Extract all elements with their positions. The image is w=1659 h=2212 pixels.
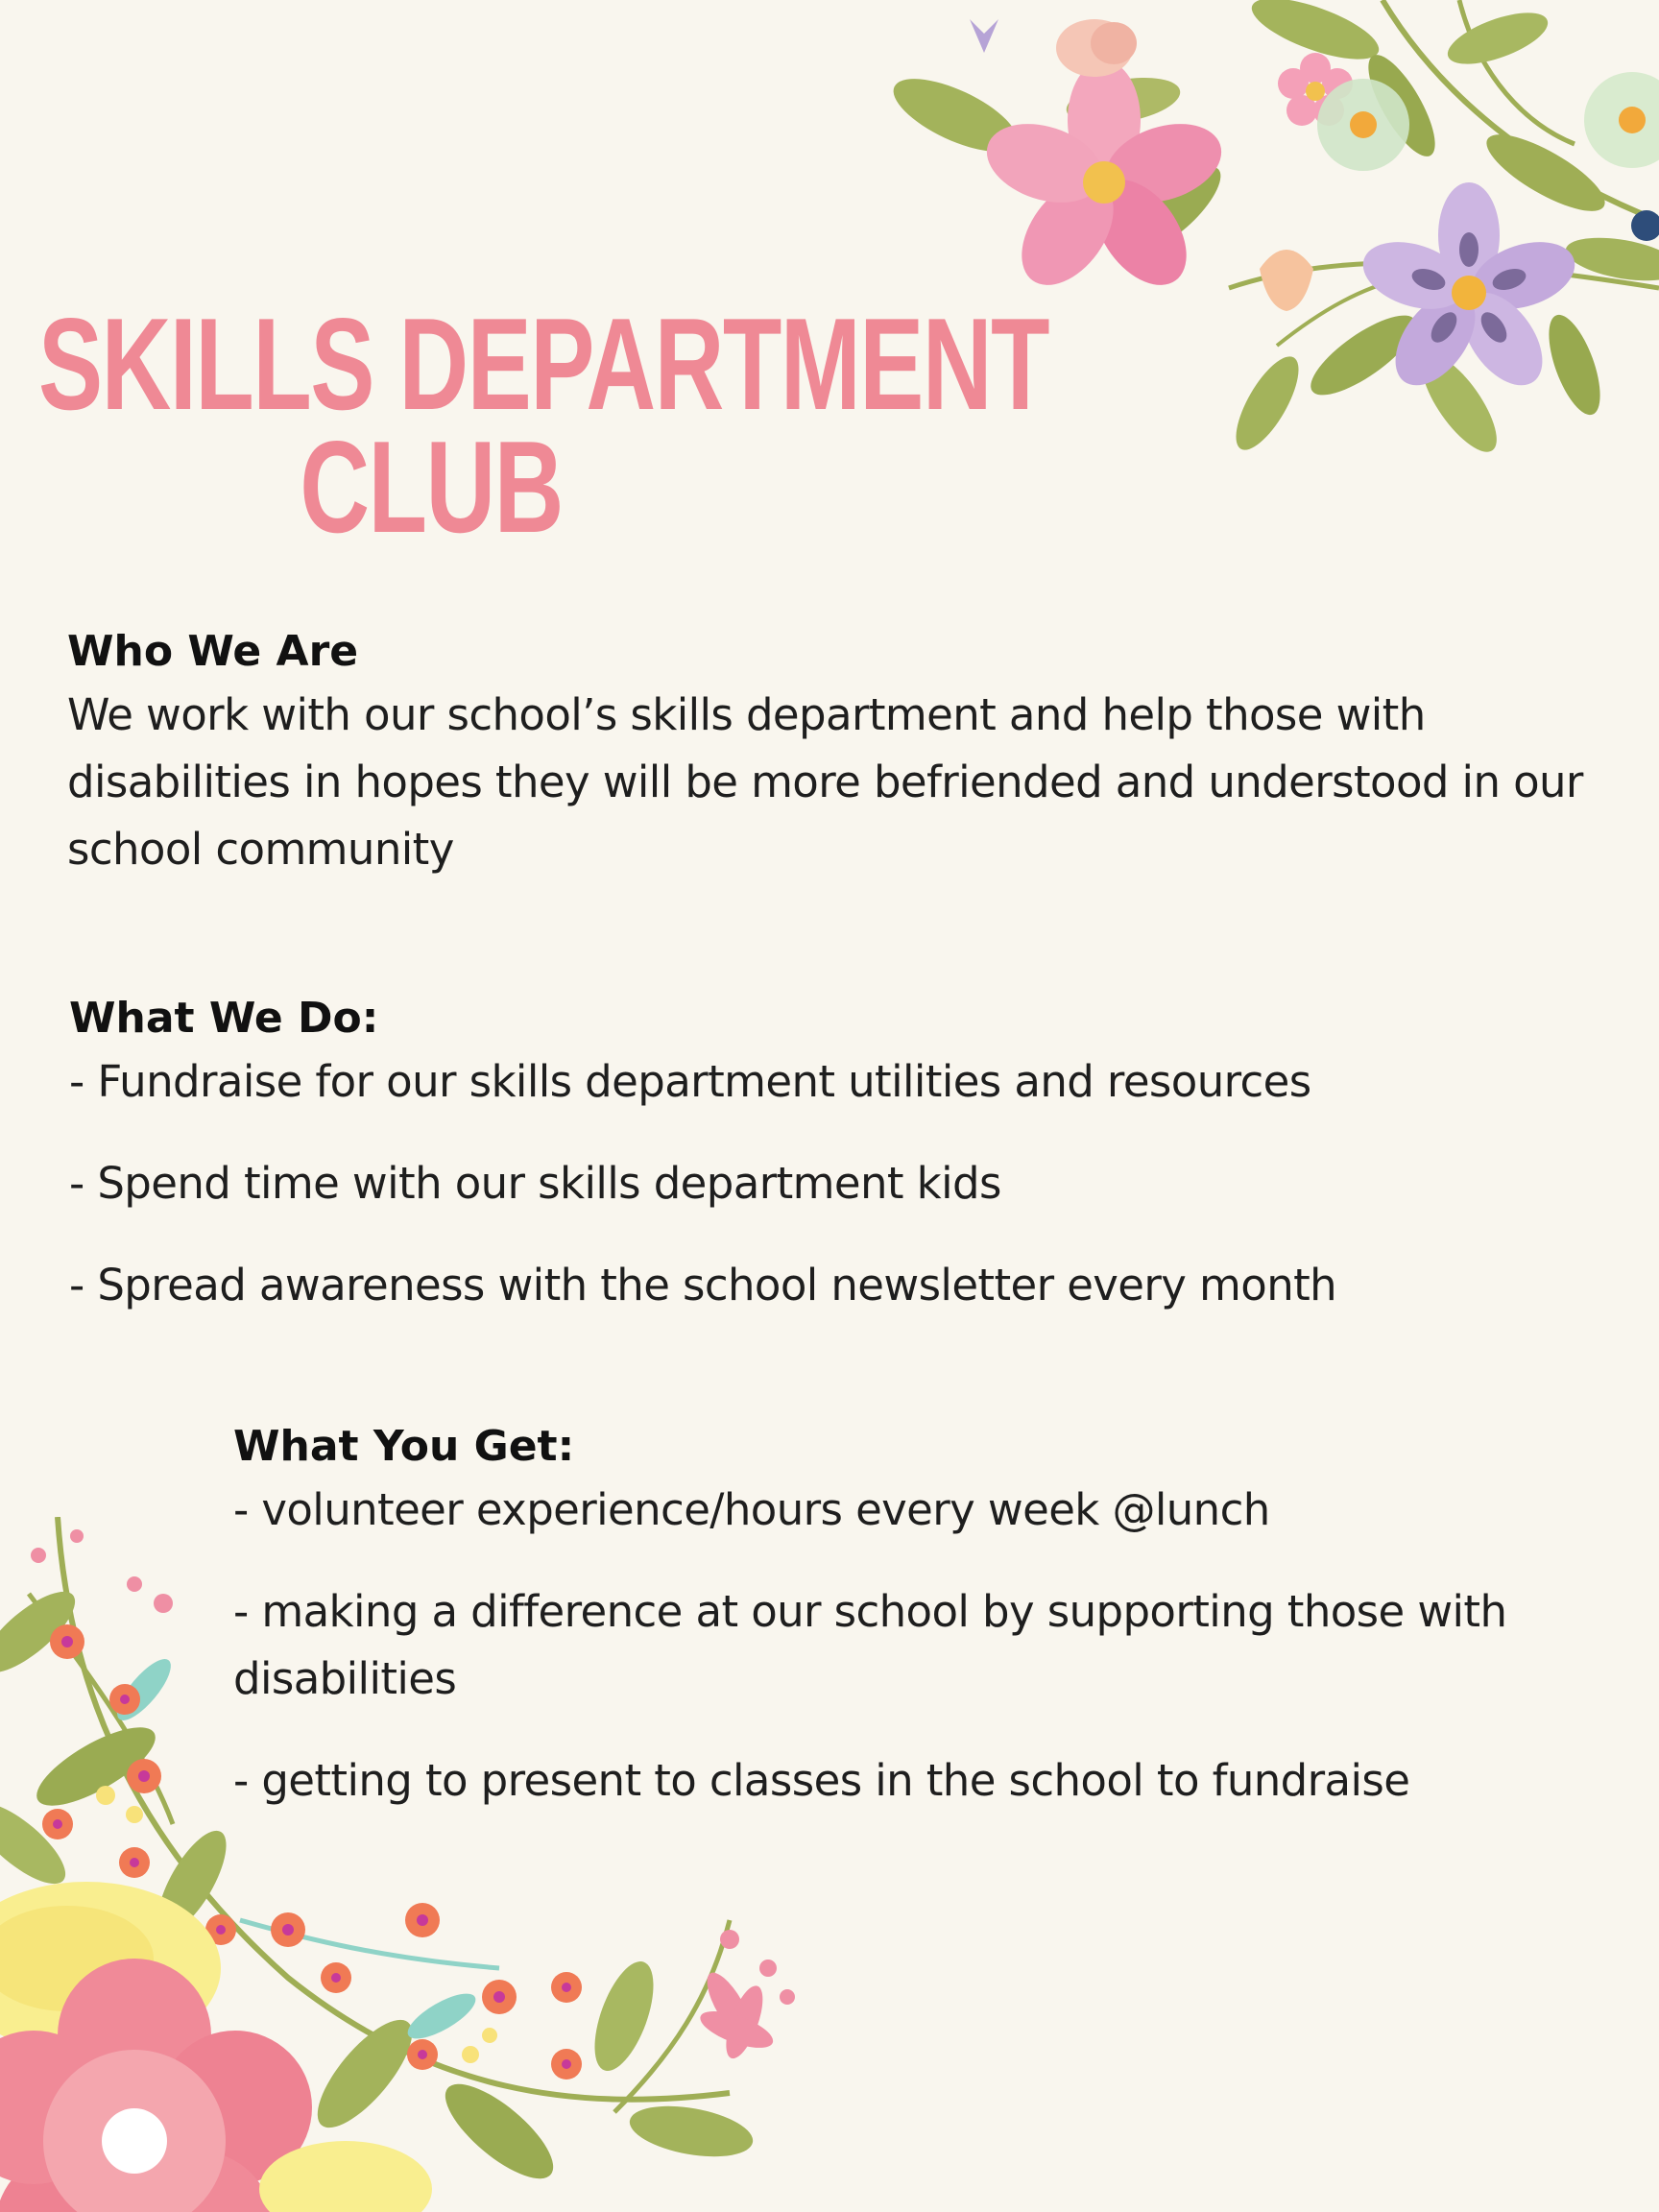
- what-we-do-item: - Spread awareness with the school newsletter every month: [69, 1260, 1337, 1310]
- what-we-do-heading: What We Do:: [69, 994, 379, 1043]
- what-you-get-heading: What You Get:: [233, 1422, 575, 1471]
- what-we-do-section: [69, 989, 1509, 1354]
- who-we-are-body: We work with our school’s skills department and help those with disabilities in hopes they will be more befriended and understood in our school community: [67, 689, 1583, 875]
- what-you-get-item: - making a difference at our school by supporting those with disabilities: [233, 1586, 1507, 1704]
- title-line-1: SKILLS DEPARTMENT: [38, 291, 1049, 437]
- who-we-are-heading: Who We Are: [67, 627, 359, 676]
- what-you-get-item: - volunteer experience/hours every week @lunch: [233, 1484, 1270, 1535]
- page-title: [38, 291, 1049, 560]
- what-we-do-item: - Spend time with our skills department kids: [69, 1158, 1001, 1209]
- who-we-are-section: [67, 622, 1603, 883]
- what-you-get-section: [233, 1417, 1520, 1849]
- title-line-2: CLUB: [300, 414, 563, 560]
- what-we-do-item: - Fundraise for our skills department utilities and resources: [69, 1056, 1311, 1107]
- what-you-get-item: - getting to present to classes in the school to fundraise: [233, 1755, 1410, 1806]
